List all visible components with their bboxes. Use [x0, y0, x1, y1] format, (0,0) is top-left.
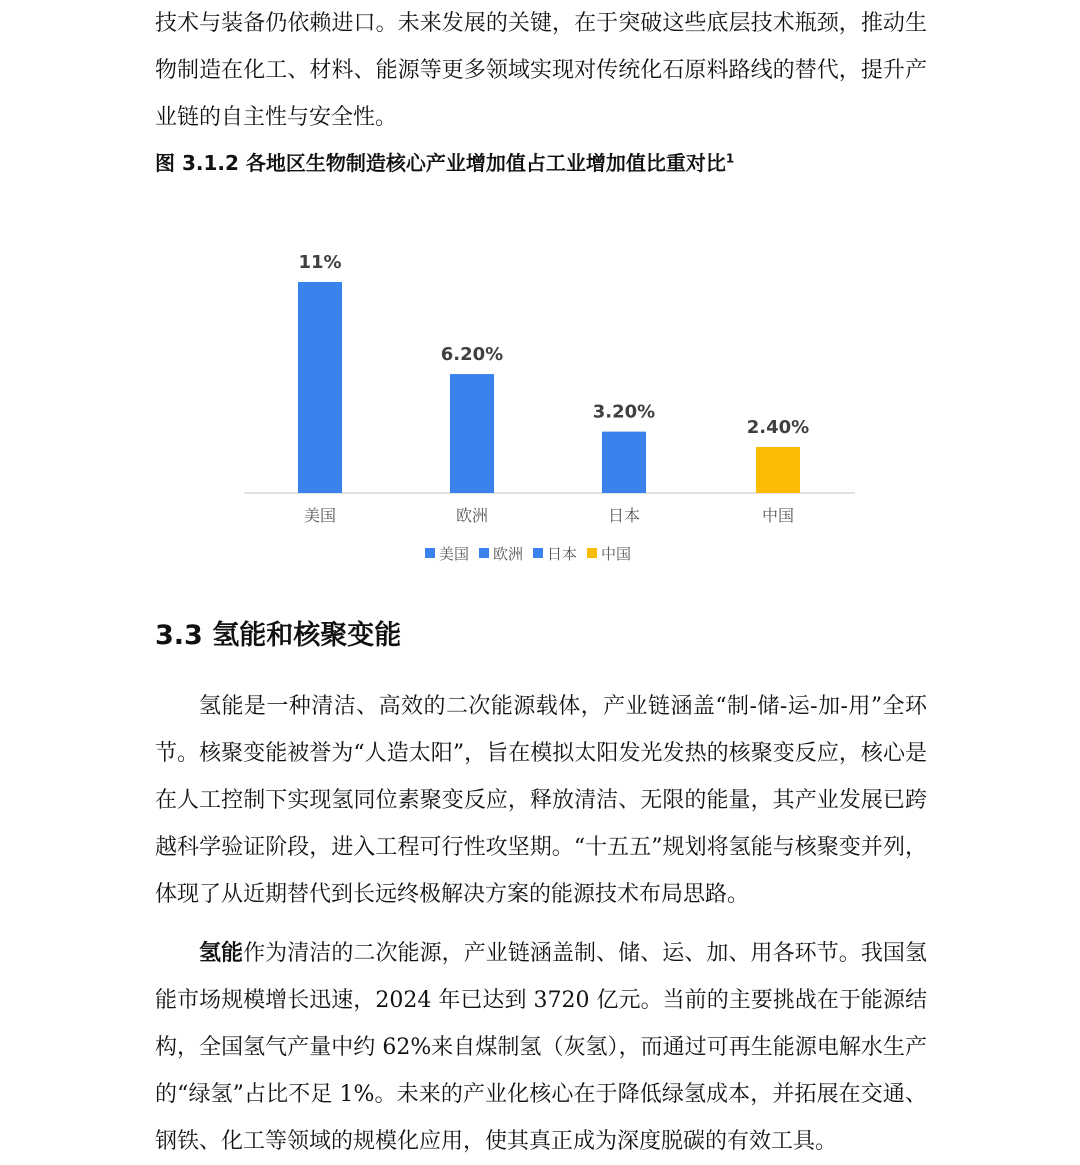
legend-swatch-4 — [587, 548, 597, 558]
x-tick-label-1: 美国 — [303, 506, 337, 525]
data-label-4: 2.40% — [746, 416, 810, 438]
bar-3 — [602, 432, 646, 493]
footnote-marker: 1 — [725, 151, 735, 166]
body-paragraph-top: 技术与装备仍依赖进口。未来发展的关键，在于突破这些底层技术瓶颈，推动生物制造在化工、材料、能源等更多领域实现对传统化石原料路线的替代，提升产业链的自主性与安全性。 — [155, 11, 927, 130]
bar-2 — [450, 374, 494, 493]
x-tick-label-3: 日本 — [607, 506, 641, 525]
data-label-2: 6.20% — [440, 344, 504, 366]
data-label-1: 11% — [298, 252, 342, 273]
x-tick-label-4: 中国 — [761, 506, 795, 525]
legend-label-3: 日本 — [547, 545, 578, 563]
figure-caption-text: 图 3.1.2 各地区生物制造核心产业增加值占工业增加值比重对比 — [155, 151, 726, 175]
data-label-3: 3.20% — [592, 401, 656, 423]
paragraph-lead-term: 氢能 — [199, 940, 244, 966]
x-tick-label-2: 欧洲 — [455, 506, 489, 525]
paragraph-body-text: 作为清洁的二次能源，产业链涵盖制、储、运、加、用各环节。我国氢能市场规模增长迅速，2024 年已达到 3720 亿元。当前的主要挑战在于能源结构，全国氢气产量中约 62%来自煤制氢（灰氢），而通过可再生能源电解水生产的“绿氢”占比不足 1%。未来的产业化核心在于降低绿氢成本，并拓展在交通、钢铁、化工等领域的规模化应用，使其真正成为深度脱碳的有效工具。 — [155, 941, 927, 1154]
legend-swatch-3 — [533, 548, 543, 558]
legend-swatch-1 — [425, 548, 435, 558]
legend-label-2: 欧洲 — [493, 545, 524, 563]
legend-label-4: 中国 — [601, 545, 632, 563]
body-paragraph-hydrogen-fusion: 氢能是一种清洁、高效的二次能源载体，产业链涵盖“制-储-运-加-用”全环节。核聚变能被誉为“人造太阳”，旨在模拟太阳发光发热的核聚变反应，核心是在人工控制下实现氢同位素聚变反应，释放清洁、无限的能量，其产业发展已跨越科学验证阶段，进入工程可行性攻坚期。“十五五”规划将氢能与核聚变并列，体现了从近期替代到长远终极解决方案的能源技术布局思路。 — [155, 694, 927, 907]
legend-swatch-2 — [479, 548, 489, 558]
legend-label-1: 美国 — [439, 545, 470, 563]
bar-1 — [298, 282, 342, 493]
bar-4 — [756, 447, 800, 493]
section-heading: 3.3 氢能和核聚变能 — [155, 620, 402, 651]
body-paragraph-hydrogen — [155, 930, 927, 1165]
